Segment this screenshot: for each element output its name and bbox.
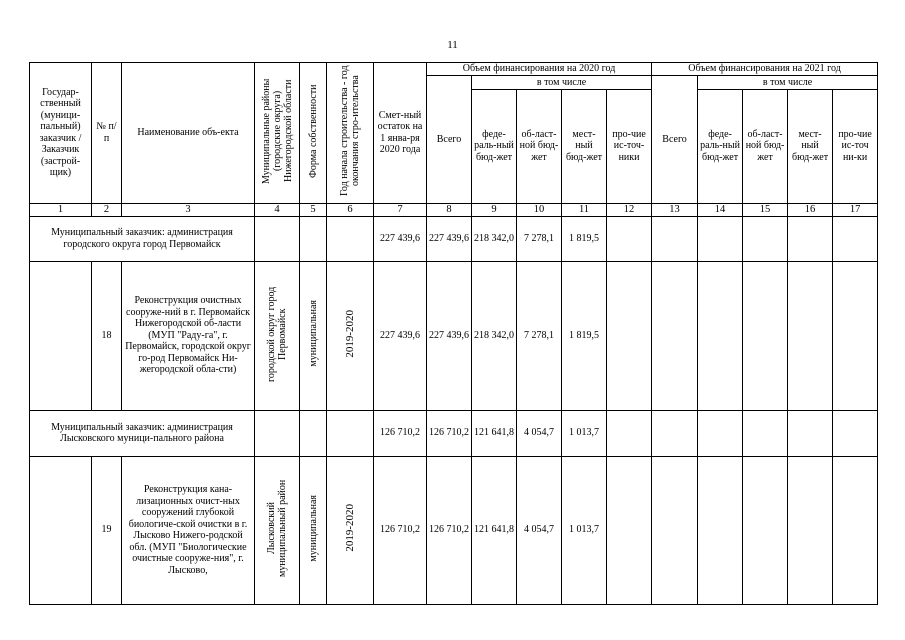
customer-name: Муниципальный заказчик: администрация Лысковского муници-пального района [30, 410, 255, 456]
header-other-2021: про-чие ис-точ ни-ки [833, 89, 878, 203]
financing-table [29, 62, 878, 605]
regional-2020: 4 054,7 [517, 456, 562, 604]
column-number: 9 [472, 203, 517, 216]
regional-2020: 4 054,7 [517, 410, 562, 456]
estimate-balance: 227 439,6 [374, 216, 427, 261]
regional-2020: 7 278,1 [517, 216, 562, 261]
object-row [30, 261, 878, 410]
column-number: 17 [833, 203, 878, 216]
local-2020: 1 819,5 [562, 216, 607, 261]
header-customer: Государ-ственный (муници-пальный) заказчик /Заказчик (застрой-щик) [30, 63, 92, 204]
object-years: 2019-2020 [327, 456, 374, 604]
column-number: 5 [300, 203, 327, 216]
header-total-2021: Всего [652, 76, 698, 204]
header-regional-2021: об-ласт-ной бюд-жет [743, 89, 788, 203]
page-number: 11 [447, 39, 458, 51]
object-name: Реконструкция кана-лизационных очист-ных сооружений глубокой биологиче-ской очистки в г. Лысково Нижего-родской обл. (МУП "Биологические очистные сооруже-ния", г. Лысково, [122, 456, 255, 604]
total-2020: 126 710,2 [427, 456, 472, 604]
column-number: 4 [255, 203, 300, 216]
federal-2020: 121 641,8 [472, 456, 517, 604]
header-financing-2020: Объем финансирования на 2020 год [427, 63, 652, 76]
header-district: Муниципальные районы (городские округа) Нижегородской области [255, 63, 300, 204]
header-federal-2021: феде-раль-ный бюд-жет [698, 89, 743, 203]
header-local-2020: мест-ный бюд-жет [562, 89, 607, 203]
customer-row [30, 216, 878, 261]
column-number: 12 [607, 203, 652, 216]
regional-2020: 7 278,1 [517, 261, 562, 410]
object-number: 18 [92, 261, 122, 410]
column-number: 16 [788, 203, 833, 216]
local-2020: 1 819,5 [562, 261, 607, 410]
column-number: 11 [562, 203, 607, 216]
column-number: 1 [30, 203, 92, 216]
column-number: 14 [698, 203, 743, 216]
local-2020: 1 013,7 [562, 410, 607, 456]
object-name: Реконструкция очистных сооруже-ний в г. Первомайск Нижегородской об-ласти (МУП "Раду-га", г. Первомайск, городской округ го-род Первомайск Ни-жегородской обла-сти) [122, 261, 255, 410]
column-number: 6 [327, 203, 374, 216]
header-including-2020: в том числе [472, 76, 652, 90]
header-financing-2021: Объем финансирования на 2021 год [652, 63, 878, 76]
column-number-row [30, 203, 878, 216]
column-number: 7 [374, 203, 427, 216]
customer-row [30, 410, 878, 456]
header-including-2021: в том числе [698, 76, 878, 90]
header-object-name: Наименование объ-екта [122, 63, 255, 204]
local-2020: 1 013,7 [562, 456, 607, 604]
object-district: Лысковский муниципальный район [255, 456, 300, 604]
object-ownership: муниципальная [300, 261, 327, 410]
column-number: 8 [427, 203, 472, 216]
header-ownership: Форма собственности [300, 63, 327, 204]
header-local-2021: мест-ный бюд-жет [788, 89, 833, 203]
total-2020: 227 439,6 [427, 216, 472, 261]
object-years: 2019-2020 [327, 261, 374, 410]
header-number: № п/п [92, 63, 122, 204]
object-ownership: муниципальная [300, 456, 327, 604]
estimate-balance: 126 710,2 [374, 410, 427, 456]
total-2020: 227 439,6 [427, 261, 472, 410]
customer-name: Муниципальный заказчик: администрация городского округа город Первомайск [30, 216, 255, 261]
total-2020: 126 710,2 [427, 410, 472, 456]
object-district: городской округ город Первомайск [255, 261, 300, 410]
header-other-2020: про-чие ис-точ-ники [607, 89, 652, 203]
header-years: Год начала строительства - год окончания стро-ительства [327, 63, 374, 204]
federal-2020: 218 342,0 [472, 216, 517, 261]
column-number: 10 [517, 203, 562, 216]
object-row [30, 456, 878, 604]
column-number: 13 [652, 203, 698, 216]
header-federal-2020: феде-раль-ный бюд-жет [472, 89, 517, 203]
estimate-balance: 227 439,6 [374, 261, 427, 410]
column-number: 2 [92, 203, 122, 216]
header-estimate-balance: Смет-ный остаток на 1 янва-ря 2020 года [374, 63, 427, 204]
header-regional-2020: об-ласт-ной бюд-жет [517, 89, 562, 203]
estimate-balance: 126 710,2 [374, 456, 427, 604]
federal-2020: 121 641,8 [472, 410, 517, 456]
object-number: 19 [92, 456, 122, 604]
column-number: 3 [122, 203, 255, 216]
column-number: 15 [743, 203, 788, 216]
header-total-2020: Всего [427, 76, 472, 204]
federal-2020: 218 342,0 [472, 261, 517, 410]
